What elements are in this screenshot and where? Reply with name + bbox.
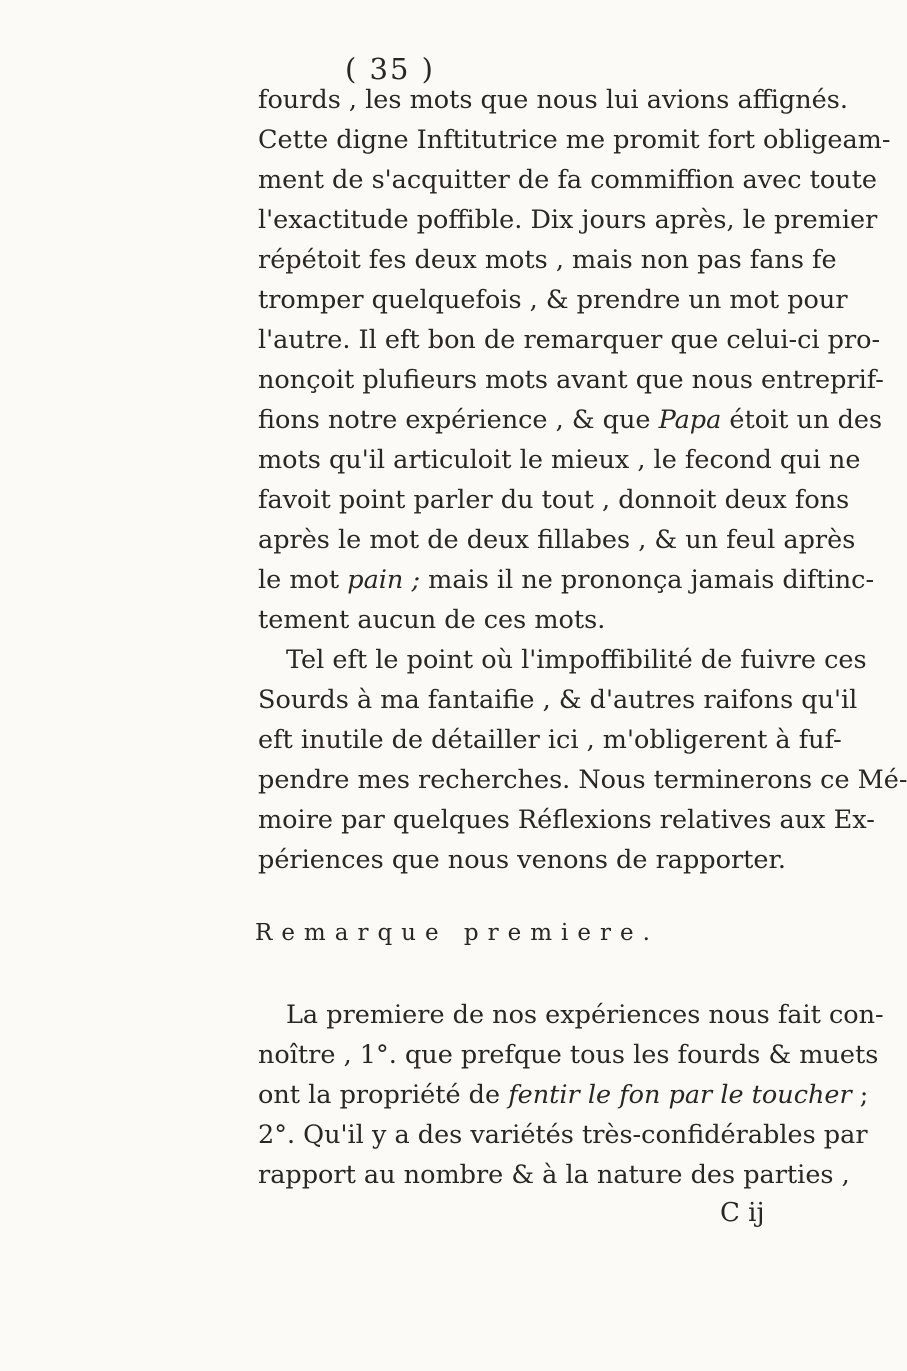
text-line: rapport au nombre & à la nature des parties , bbox=[258, 1160, 850, 1190]
text-line: Cette digne Inftitutrice me promit fort obligeam- bbox=[258, 125, 891, 155]
text-line: 2°. Qu'il y a des variétés très-confidérables par bbox=[258, 1120, 868, 1150]
italic-phrase: fentir le fon par le toucher bbox=[508, 1080, 852, 1110]
text-line: Sourds à ma fantaifie , & d'autres raifons qu'il bbox=[258, 685, 858, 715]
text-span: étoit un des bbox=[721, 405, 883, 435]
text-span: ; bbox=[851, 1080, 869, 1110]
text-line: moire par quelques Réflexions relatives aux Ex- bbox=[258, 805, 875, 835]
section-heading: Remarque premiere. bbox=[255, 920, 659, 946]
text-line bbox=[258, 1075, 869, 1115]
text-line: fourds , les mots que nous lui avions affignés. bbox=[258, 85, 848, 115]
text-line: l'exactitude poffible. Dix jours après, le premier bbox=[258, 205, 878, 235]
text-line: La premiere de nos expériences nous fait con- bbox=[286, 1000, 884, 1030]
text-line: l'autre. Il eft bon de remarquer que celui-ci pro- bbox=[258, 325, 881, 355]
text-line: mots qu'il articuloit le mieux , le fecond qui ne bbox=[258, 445, 861, 475]
text-line: tromper quelquefois , & prendre un mot pour bbox=[258, 285, 848, 315]
italic-word: Papa bbox=[658, 405, 722, 435]
text-line: eft inutile de détailler ici , m'obligerent à fuf- bbox=[258, 725, 842, 755]
text-span: fions notre expérience , & que bbox=[258, 405, 659, 435]
text-span: mais il ne prononça jamais diftinc- bbox=[420, 565, 875, 595]
page-number: ( 35 ) bbox=[345, 52, 435, 86]
text-line: tement aucun de ces mots. bbox=[258, 605, 606, 635]
text-line: répétoit fes deux mots , mais non pas fans fe bbox=[258, 245, 837, 275]
text-span: le mot bbox=[258, 565, 348, 595]
text-line: favoit point parler du tout , donnoit deux fons bbox=[258, 485, 850, 515]
text-line: nonçoit plufieurs mots avant que nous entreprif- bbox=[258, 365, 884, 395]
text-line bbox=[258, 400, 883, 440]
text-line: périences que nous venons de rapporter. bbox=[258, 845, 786, 875]
text-line: noître , 1°. que prefque tous les fourds & muets bbox=[258, 1040, 879, 1070]
text-span: ont la propriété de bbox=[258, 1080, 509, 1110]
italic-word: pain ; bbox=[347, 565, 421, 595]
text-line: Tel eft le point où l'impoffibilité de fuivre ces bbox=[286, 645, 867, 675]
text-line: ment de s'acquitter de fa commiffion avec toute bbox=[258, 165, 877, 195]
text-line: pendre mes recherches. Nous terminerons ce Mé- bbox=[258, 765, 907, 795]
text-line: après le mot de deux fillabes , & un feul après bbox=[258, 525, 856, 555]
text-line bbox=[258, 560, 875, 600]
signature-mark: C ij bbox=[720, 1198, 765, 1228]
